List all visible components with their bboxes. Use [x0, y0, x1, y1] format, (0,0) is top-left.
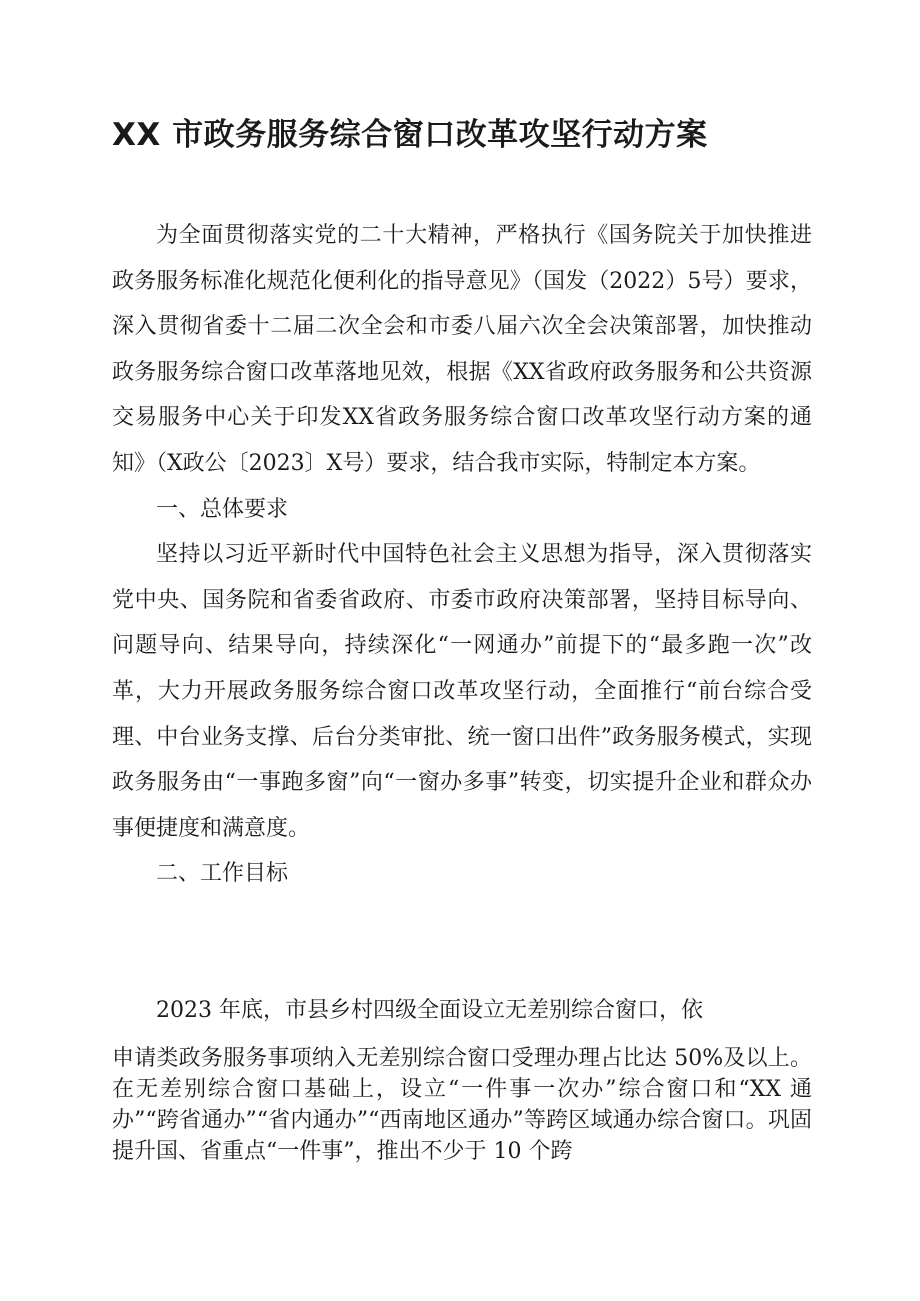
section-heading-overall-requirements: 一、总体要求: [156, 496, 289, 522]
work-goals-paragraph: 申请类政务服务事项纳入无差别综合窗口受理办理占比达 50%及以上。在无差别综合窗口基础上，设立“一件事一次办”综合窗口和“XX 通办”“跨省通办”“省内通办”“西南地区通办”等跨区域通办综合窗口。巩固提升国、省重点“一件事”，推出不少于 10 个跨: [112, 1046, 812, 1164]
overall-requirements-paragraph: 坚持以习近平新时代中国特色社会主义思想为指导，深入贯彻落实党中央、国务院和省委省政府、市委市政府决策部署，坚持目标导向、问题导向、结果导向，持续深化“一网通办”前提下的“最多跑一次”改革，大力开展政务服务综合窗口改革攻坚行动，全面推行“前台综合受理、中台业务支撑、后台分类审批、统一窗口出件”政务服务模式，实现政务服务由“一事跑多窗”向“一窗办多事”转变，切实提升企业和群众办事便捷度和满意度。: [112, 542, 812, 841]
work-goals-first-line: 2023 年底，市县乡村四级全面设立无差别综合窗口，依: [156, 998, 703, 1023]
document-body: [112, 213, 812, 897]
section-heading-work-goals: 二、工作目标: [156, 861, 289, 887]
document-title: XX 市政务服务综合窗口改革攻坚行动方案: [112, 117, 708, 153]
intro-paragraph: 为全面贯彻落实党的二十大精神，严格执行《国务院关于加快推进政务服务标准化规范化便利化的指导意见》（国发（2022）5号）要求，深入贯彻省委十二届二次全会和市委八届六次全会决策部署，加快推动政务服务综合窗口改革落地见效，根据《XX省政府政务服务和公共资源交易服务中心关于印发XX省政务服务综合窗口改革攻坚行动方案的通知》（X政公〔2023〕X号）要求，结合我市实际，特制定本方案。: [112, 223, 812, 476]
